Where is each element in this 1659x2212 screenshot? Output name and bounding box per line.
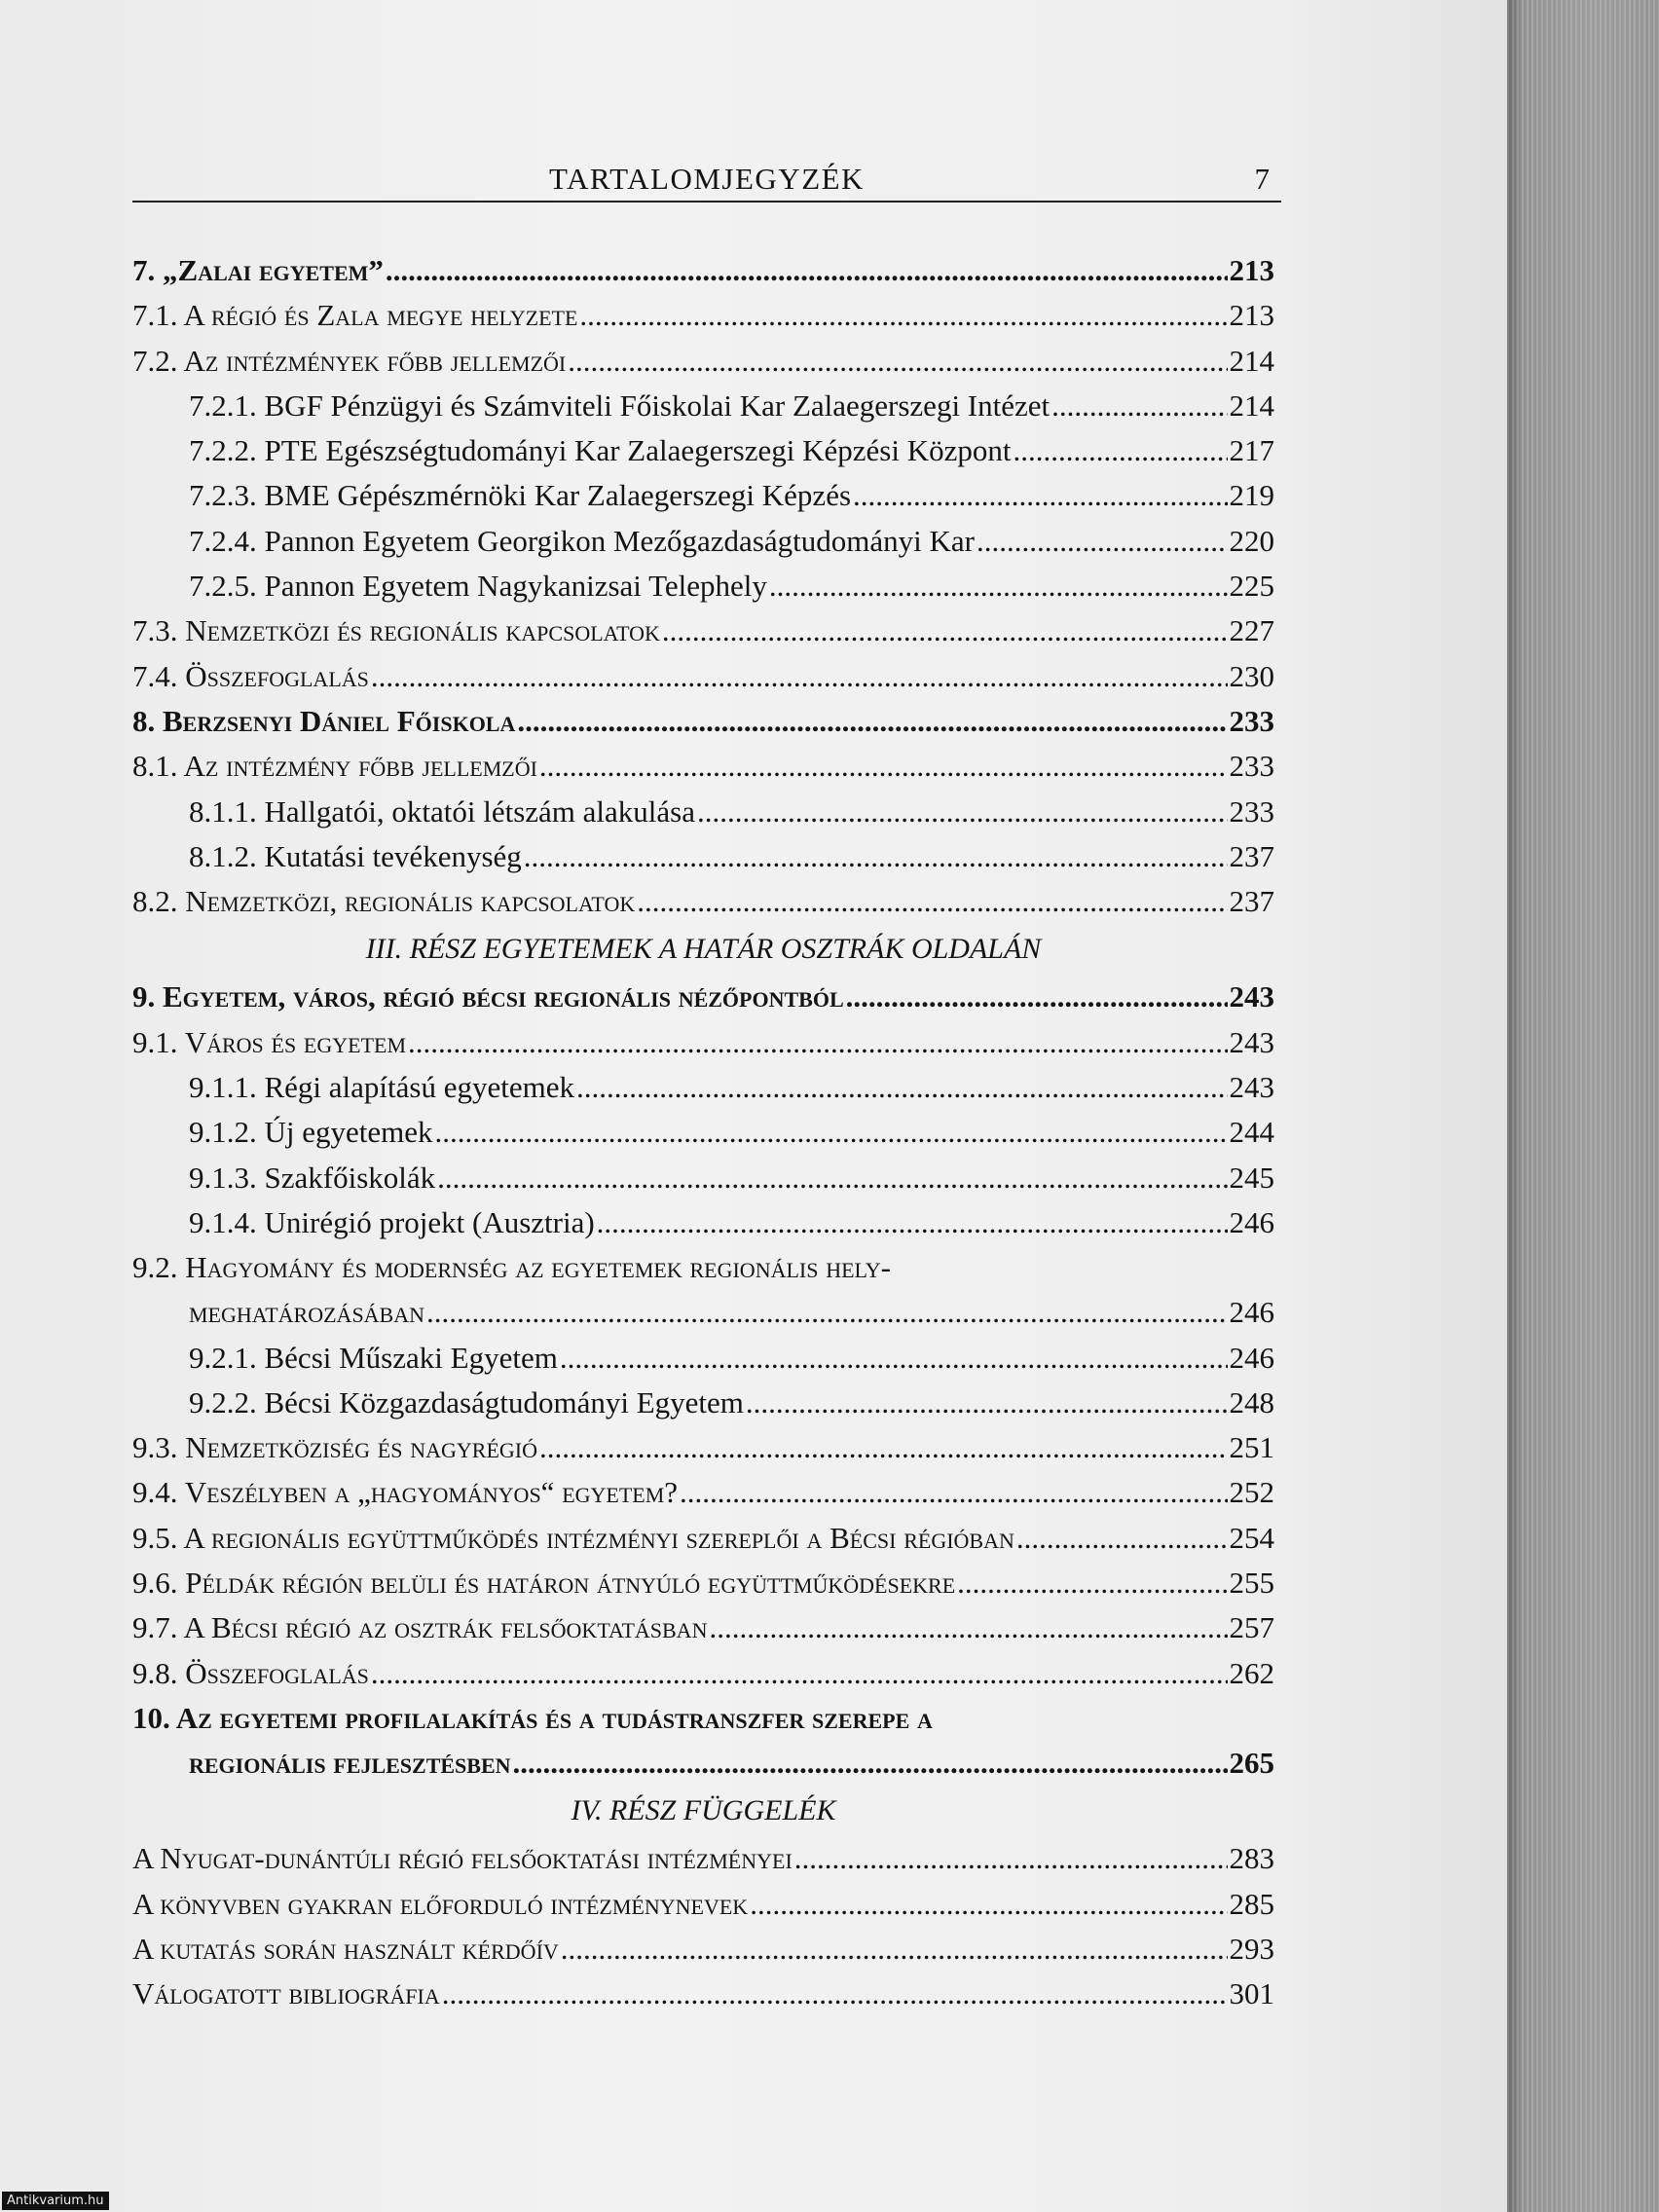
running-head-title: TARTALOMJEGYZÉK xyxy=(549,162,865,196)
dot-leader xyxy=(746,1381,1228,1425)
toc-entry-page: 233 xyxy=(1229,749,1274,784)
toc-entry-title: 9.2.2. Bécsi Közgazdaságtudományi Egyetem xyxy=(189,1384,744,1419)
toc-entry-title: 7.2.3. BME Gépészmérnöki Kar Zalaegerszegi Képzés xyxy=(189,478,852,513)
toc-entry-page: 293 xyxy=(1229,1931,1274,1966)
toc-section xyxy=(132,608,1274,653)
page-edge-shadow xyxy=(1507,0,1659,2212)
toc-entry-page: 248 xyxy=(1229,1384,1274,1419)
toc-entry-title: 9.6. Példák régión belüli és határon átnyúló együttműködésekre xyxy=(132,1566,956,1601)
toc-entry-page: 243 xyxy=(1229,1070,1274,1105)
toc-entry-title: 8.1.1. Hallgatói, oktatói létszám alakulása xyxy=(189,793,695,829)
toc-entry-page: 233 xyxy=(1229,703,1274,738)
part-heading: III. RÉSZ EGYETEMEK A HATÁR OSZTRÁK OLDALÁN xyxy=(365,933,1042,966)
toc-subsection xyxy=(132,384,1274,428)
dot-leader xyxy=(408,1020,1227,1065)
toc-subsection xyxy=(132,1065,1274,1110)
toc-section xyxy=(132,1020,1274,1065)
toc-entry-page: 285 xyxy=(1229,1886,1274,1921)
toc-entry-title: 9.2. Hagyomány és modernség az egyetemek regionális hely- xyxy=(132,1250,891,1285)
toc-entry-page: 225 xyxy=(1229,569,1274,604)
dot-leader xyxy=(977,519,1228,564)
toc-section xyxy=(132,1651,1274,1696)
part-heading: IV. RÉSZ FÜGGELÉK xyxy=(571,1794,836,1827)
toc-entry-page: 265 xyxy=(1229,1745,1274,1780)
dot-leader xyxy=(1013,428,1227,473)
toc-entry-title: 9.2.1. Bécsi Műszaki Egyetem xyxy=(189,1340,558,1375)
toc-entry-title: 7. „Zalai egyetem” xyxy=(132,253,384,287)
dot-leader xyxy=(597,1200,1228,1245)
toc-entry-page: 237 xyxy=(1229,838,1274,873)
toc-entry-title: 7.2.5. Pannon Egyetem Nagykanizsai Telephely xyxy=(189,569,767,604)
toc-entry-title: A Nyugat-dunántúli régió felsőoktatási intézményei xyxy=(132,1841,793,1876)
toc-entry-title: 7.3. Nemzetközi és regionális kapcsolatok xyxy=(132,613,660,648)
dot-leader xyxy=(435,1110,1228,1155)
toc-entry-title: 9.5. A regionális együttműködés intézményi szereplői a Bécsi régióban xyxy=(132,1520,1014,1555)
toc-subsection xyxy=(132,564,1274,608)
toc-entry-page: 251 xyxy=(1229,1430,1274,1465)
toc-entry-page: 254 xyxy=(1229,1520,1274,1555)
dot-leader xyxy=(576,1065,1228,1110)
toc-entry-page: 262 xyxy=(1229,1655,1274,1690)
toc-entry-title: 8.2. Nemzetközi, regionális kapcsolatok xyxy=(132,884,636,919)
dot-leader xyxy=(794,1836,1228,1881)
toc-entry-page: 244 xyxy=(1229,1115,1274,1150)
toc-entry-page: 301 xyxy=(1229,1976,1274,2011)
toc-entry-page: 243 xyxy=(1229,1024,1274,1059)
toc-entry-page: 217 xyxy=(1229,433,1274,468)
running-head xyxy=(132,156,1281,203)
dot-leader xyxy=(371,654,1228,699)
toc-chapter xyxy=(132,975,1274,1019)
toc-entry-title-cont: regionális fejlesztésben xyxy=(189,1745,511,1780)
toc-section xyxy=(132,1516,1274,1561)
dot-leader xyxy=(697,790,1228,834)
toc-subsection xyxy=(132,1381,1274,1425)
toc-section-line2 xyxy=(132,1290,1274,1335)
toc-entry-page: 219 xyxy=(1229,478,1274,513)
toc-subsection xyxy=(132,1200,1274,1245)
dot-leader xyxy=(524,834,1228,879)
toc-entry-title: 9.1.1. Régi alapítású egyetemek xyxy=(189,1070,574,1105)
toc-entry-title: 7.2.2. PTE Egészségtudományi Kar Zalaegerszegi Képzési Központ xyxy=(189,433,1012,468)
toc-entry-title: 8.1.2. Kutatási tevékenység xyxy=(189,838,522,873)
dot-leader xyxy=(680,1470,1227,1515)
dot-leader xyxy=(709,1605,1227,1650)
toc-section xyxy=(132,1605,1274,1650)
dot-leader xyxy=(539,744,1228,789)
dot-leader xyxy=(442,1972,1228,2016)
toc-section xyxy=(132,879,1274,924)
toc-section xyxy=(132,1470,1274,1515)
toc-section xyxy=(132,1425,1274,1470)
dot-leader xyxy=(437,1156,1227,1200)
toc-entry-page: 246 xyxy=(1229,1204,1274,1239)
toc-entry-title: 9.7. A Bécsi régió az osztrák felsőoktatásban xyxy=(132,1610,708,1645)
toc-section xyxy=(132,744,1274,789)
toc-subsection xyxy=(132,428,1274,473)
toc-entry-title: 9.1.3. Szakfőiskolák xyxy=(189,1160,436,1195)
dot-leader xyxy=(662,608,1228,653)
toc-entry-page: 233 xyxy=(1229,793,1274,829)
toc-entry-title: Válogatott bibliográfia xyxy=(132,1976,440,2011)
toc-subsection xyxy=(132,1336,1274,1381)
toc-entry-title-cont: meghatározásában xyxy=(189,1295,425,1330)
dot-leader xyxy=(750,1882,1227,1927)
toc-subsection xyxy=(132,1110,1274,1155)
toc-entry-title: 8.1. Az intézmény főbb jellemzői xyxy=(132,749,537,784)
toc-entry-page: 246 xyxy=(1229,1295,1274,1330)
toc-entry-page: 220 xyxy=(1229,523,1274,558)
toc-appendix xyxy=(132,1972,1274,2016)
toc-appendix xyxy=(132,1882,1274,1927)
toc-subsection xyxy=(132,519,1274,564)
toc-entry-title: 9.1. Város és egyetem xyxy=(132,1024,407,1059)
table-of-contents xyxy=(132,248,1274,2016)
toc-chapter-line2 xyxy=(132,1741,1274,1786)
toc-entry-title: 7.1. A régió és Zala megye helyzete xyxy=(132,298,578,333)
toc-entry-page: 283 xyxy=(1229,1841,1274,1876)
toc-entry-page: 230 xyxy=(1229,658,1274,693)
toc-entry-title: 9.1.2. Új egyetemek xyxy=(189,1115,433,1150)
dot-leader xyxy=(513,1741,1228,1786)
toc-entry-title: 9. Egyetem, város, régió bécsi regionális nézőpontból xyxy=(132,979,844,1014)
toc-appendix xyxy=(132,1836,1274,1881)
dot-leader xyxy=(560,1336,1228,1381)
toc-section xyxy=(132,293,1274,338)
toc-entry-page: 237 xyxy=(1229,884,1274,919)
toc-entry-page: 252 xyxy=(1229,1475,1274,1510)
toc-entry-page: 243 xyxy=(1229,979,1274,1014)
toc-chapter-line1 xyxy=(132,1696,1274,1741)
dot-leader xyxy=(517,699,1227,744)
toc-entry-page: 213 xyxy=(1229,298,1274,333)
toc-entry-title: 7.2.4. Pannon Egyetem Georgikon Mezőgazdaságtudományi Kar xyxy=(189,523,975,558)
toc-chapter xyxy=(132,248,1274,293)
dot-leader xyxy=(769,564,1228,608)
dot-leader xyxy=(386,248,1228,293)
toc-entry-page: 214 xyxy=(1229,387,1274,423)
toc-entry-page: 213 xyxy=(1229,253,1274,287)
toc-section-line1 xyxy=(132,1245,1274,1290)
dot-leader xyxy=(426,1290,1227,1335)
toc-entry-title: 8. Berzsenyi Dániel Főiskola xyxy=(132,703,516,738)
toc-entry-page: 245 xyxy=(1229,1160,1274,1195)
toc-subsection xyxy=(132,790,1274,834)
dot-leader xyxy=(957,1561,1227,1605)
toc-entry-page: 255 xyxy=(1229,1566,1274,1601)
dot-leader xyxy=(853,473,1227,518)
toc-appendix xyxy=(132,1927,1274,1972)
dot-leader xyxy=(371,1651,1228,1696)
toc-entry-page: 227 xyxy=(1229,613,1274,648)
toc-section xyxy=(132,654,1274,699)
toc-entry-page: 214 xyxy=(1229,343,1274,378)
toc-entry-title: 7.4. Összefoglalás xyxy=(132,658,369,693)
dot-leader xyxy=(846,975,1228,1019)
toc-subsection xyxy=(132,473,1274,518)
toc-section xyxy=(132,1561,1274,1605)
toc-subsection xyxy=(132,834,1274,879)
toc-subsection xyxy=(132,1156,1274,1200)
toc-entry-title: A könyvben gyakran előforduló intézménynevek xyxy=(132,1886,749,1921)
dot-leader xyxy=(539,1425,1228,1470)
toc-chapter xyxy=(132,699,1274,744)
dot-leader xyxy=(1051,384,1227,428)
toc-entry-title: 7.2.1. BGF Pénzügyi és Számviteli Főiskolai Kar Zalaegerszegi Intézet xyxy=(189,387,1051,423)
watermark: Antikvarium.hu xyxy=(2,2192,109,2210)
toc-entry-title: A kutatás során használt kérdőív xyxy=(132,1931,559,1966)
dot-leader xyxy=(1016,1516,1228,1561)
dot-leader xyxy=(568,339,1227,384)
toc-entry-title: 9.3. Nemzetköziség és nagyrégió xyxy=(132,1430,537,1465)
toc-entry-title: 7.2. Az intézmények főbb jellemzői xyxy=(132,343,567,378)
toc-entry-title: 9.4. Veszélyben a „hagyományos“ egyetem? xyxy=(132,1475,679,1510)
toc-entry-page: 246 xyxy=(1229,1340,1274,1375)
dot-leader xyxy=(579,293,1227,338)
dot-leader xyxy=(561,1927,1228,1972)
page-number: 7 xyxy=(1254,162,1270,196)
toc-entry-title: 9.8. Összefoglalás xyxy=(132,1655,369,1690)
toc-entry-page: 257 xyxy=(1229,1610,1274,1645)
toc-entry-title: 10. Az egyetemi profilalakítás és a tudástranszfer szerepe a xyxy=(132,1700,933,1735)
toc-section xyxy=(132,339,1274,384)
toc-entry-title: 9.1.4. Unirégió projekt (Ausztria) xyxy=(189,1204,595,1239)
dot-leader xyxy=(637,879,1227,924)
